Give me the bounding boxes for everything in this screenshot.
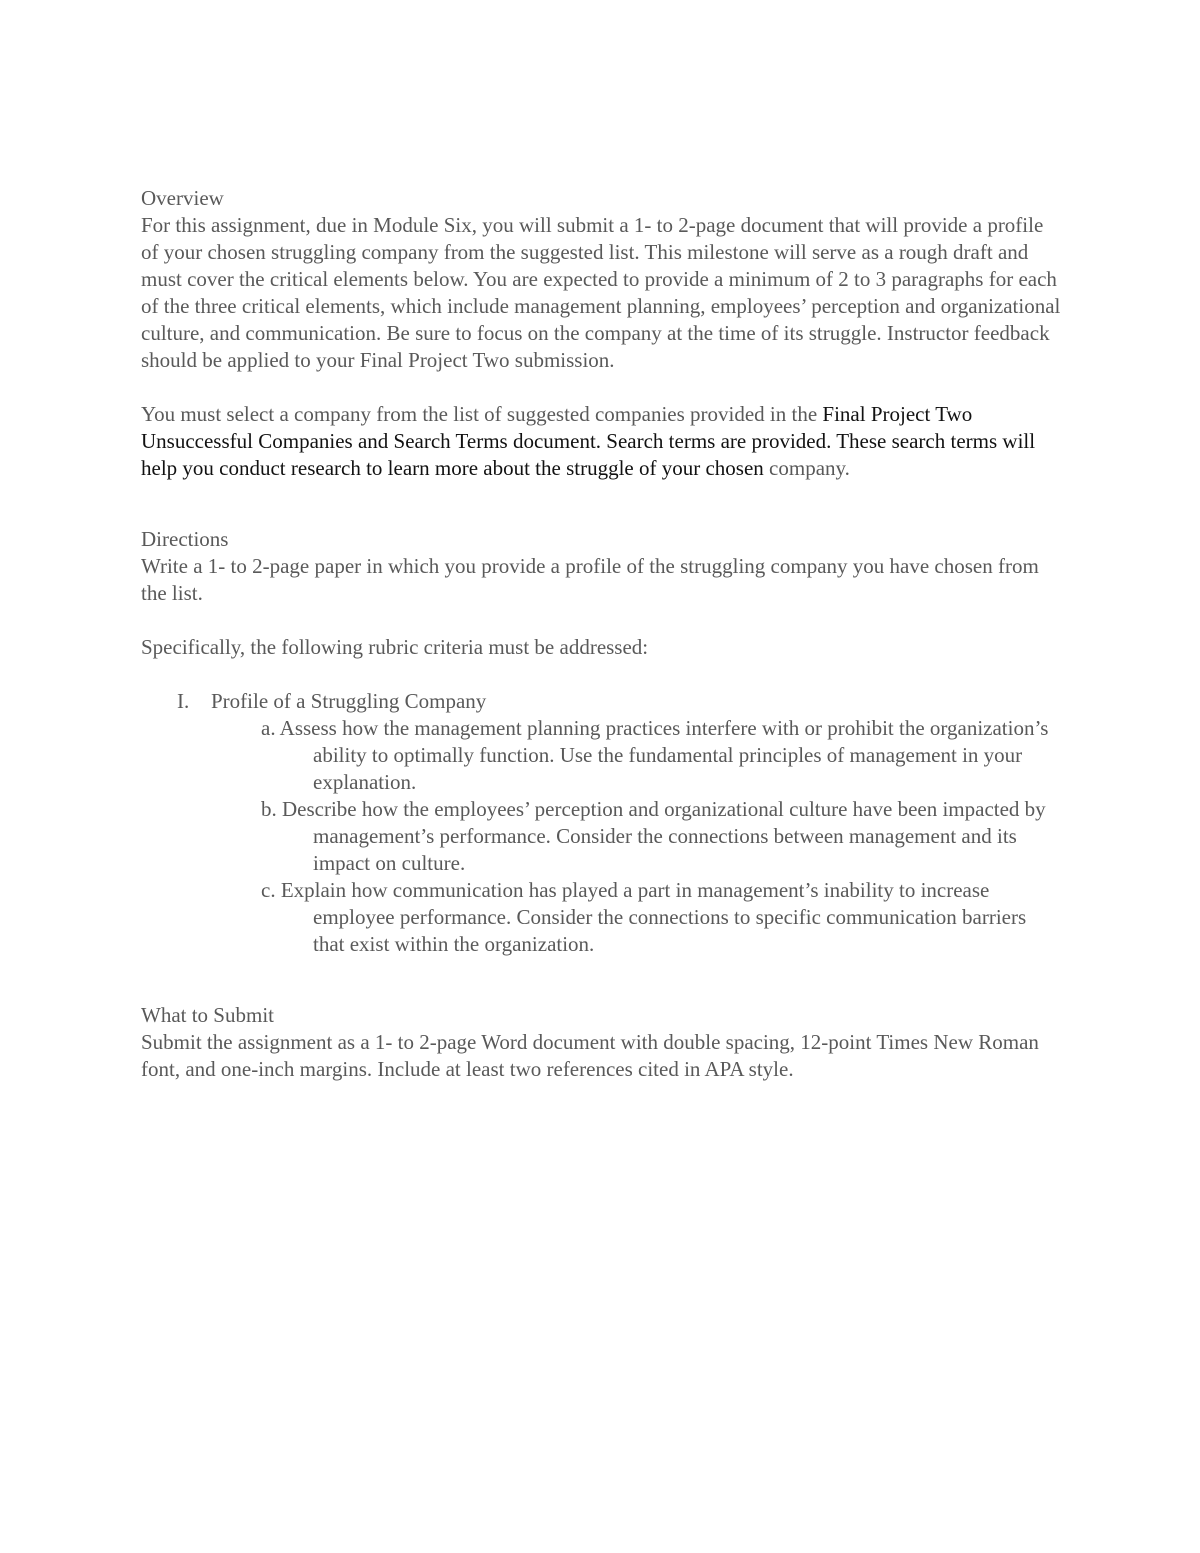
criterion-marker: I. xyxy=(177,689,190,713)
spacer xyxy=(141,958,1061,1002)
submit-paragraph: Submit the assignment as a 1- to 2-page Word document with double spacing, 12-point Times New Roman font, and one-inch margins. Include at least two references cited in APA style. xyxy=(141,1030,1039,1081)
spacer xyxy=(141,607,1061,634)
rubric-criteria-list xyxy=(141,688,1061,715)
subcriterion-text: c. Explain how communication has played a part in management’s inability to increase employee performance. Consider the connections to specific communication barriers that exist within the organization. xyxy=(261,878,1027,956)
directions-paragraph: Write a 1- to 2-page paper in which you provide a profile of the struggling company you have chosen from the list. xyxy=(141,554,1039,605)
criterion-title: Profile of a Struggling Company xyxy=(211,689,487,713)
rubric-intro: Specifically, the following rubric criteria must be addressed: xyxy=(141,635,649,659)
rubric-criterion xyxy=(141,688,1061,715)
subcriterion-text: a. Assess how the management planning practices interfere with or prohibit the organization’s ability to optimally function. Use the fundamental principles of management in your explanation. xyxy=(261,716,1049,794)
overview-section xyxy=(141,185,1061,482)
company-selection-paragraph xyxy=(141,401,1061,482)
company-selection-lead: You must select a company from the list of suggested companies provided in the xyxy=(141,402,823,426)
submit-heading: What to Submit xyxy=(141,1003,274,1027)
directions-heading: Directions xyxy=(141,527,229,551)
spacer xyxy=(141,374,1061,401)
final-project-document-reference: Final Project Two Unsuccessful Companies and Search Terms document. Search terms are provided. These search terms will help you conduct research to learn more about the struggle of your chosen xyxy=(141,402,1036,480)
document-page xyxy=(141,185,1061,1083)
spacer xyxy=(141,661,1061,688)
subcriterion-item xyxy=(242,796,1061,877)
company-selection-tail: company. xyxy=(763,456,850,480)
directions-section xyxy=(141,526,1061,958)
subcriterion-item xyxy=(242,877,1061,958)
spacer xyxy=(141,482,1061,526)
subcriterion-text: b. Describe how the employees’ perception and organizational culture have been impacted by management’s performance. Consider the connections between management and its impact on culture. xyxy=(261,797,1046,875)
rubric-subcriteria-list xyxy=(141,715,1061,958)
overview-heading: Overview xyxy=(141,186,224,210)
subcriterion-item xyxy=(242,715,1061,796)
overview-paragraph: For this assignment, due in Module Six, you will submit a 1- to 2-page document that will provide a profile of your chosen struggling company from the suggested list. This milestone will serve as a rough draft and must cover the critical elements below. You are expected to provide a minimum of 2 to 3 paragraphs for each of the three critical elements, which include management planning, employees’ perception and organizational culture, and communication. Be sure to focus on the company at the time of its struggle. Instructor feedback should be applied to your Final Project Two submission. xyxy=(141,213,1061,372)
submit-section xyxy=(141,1002,1061,1083)
